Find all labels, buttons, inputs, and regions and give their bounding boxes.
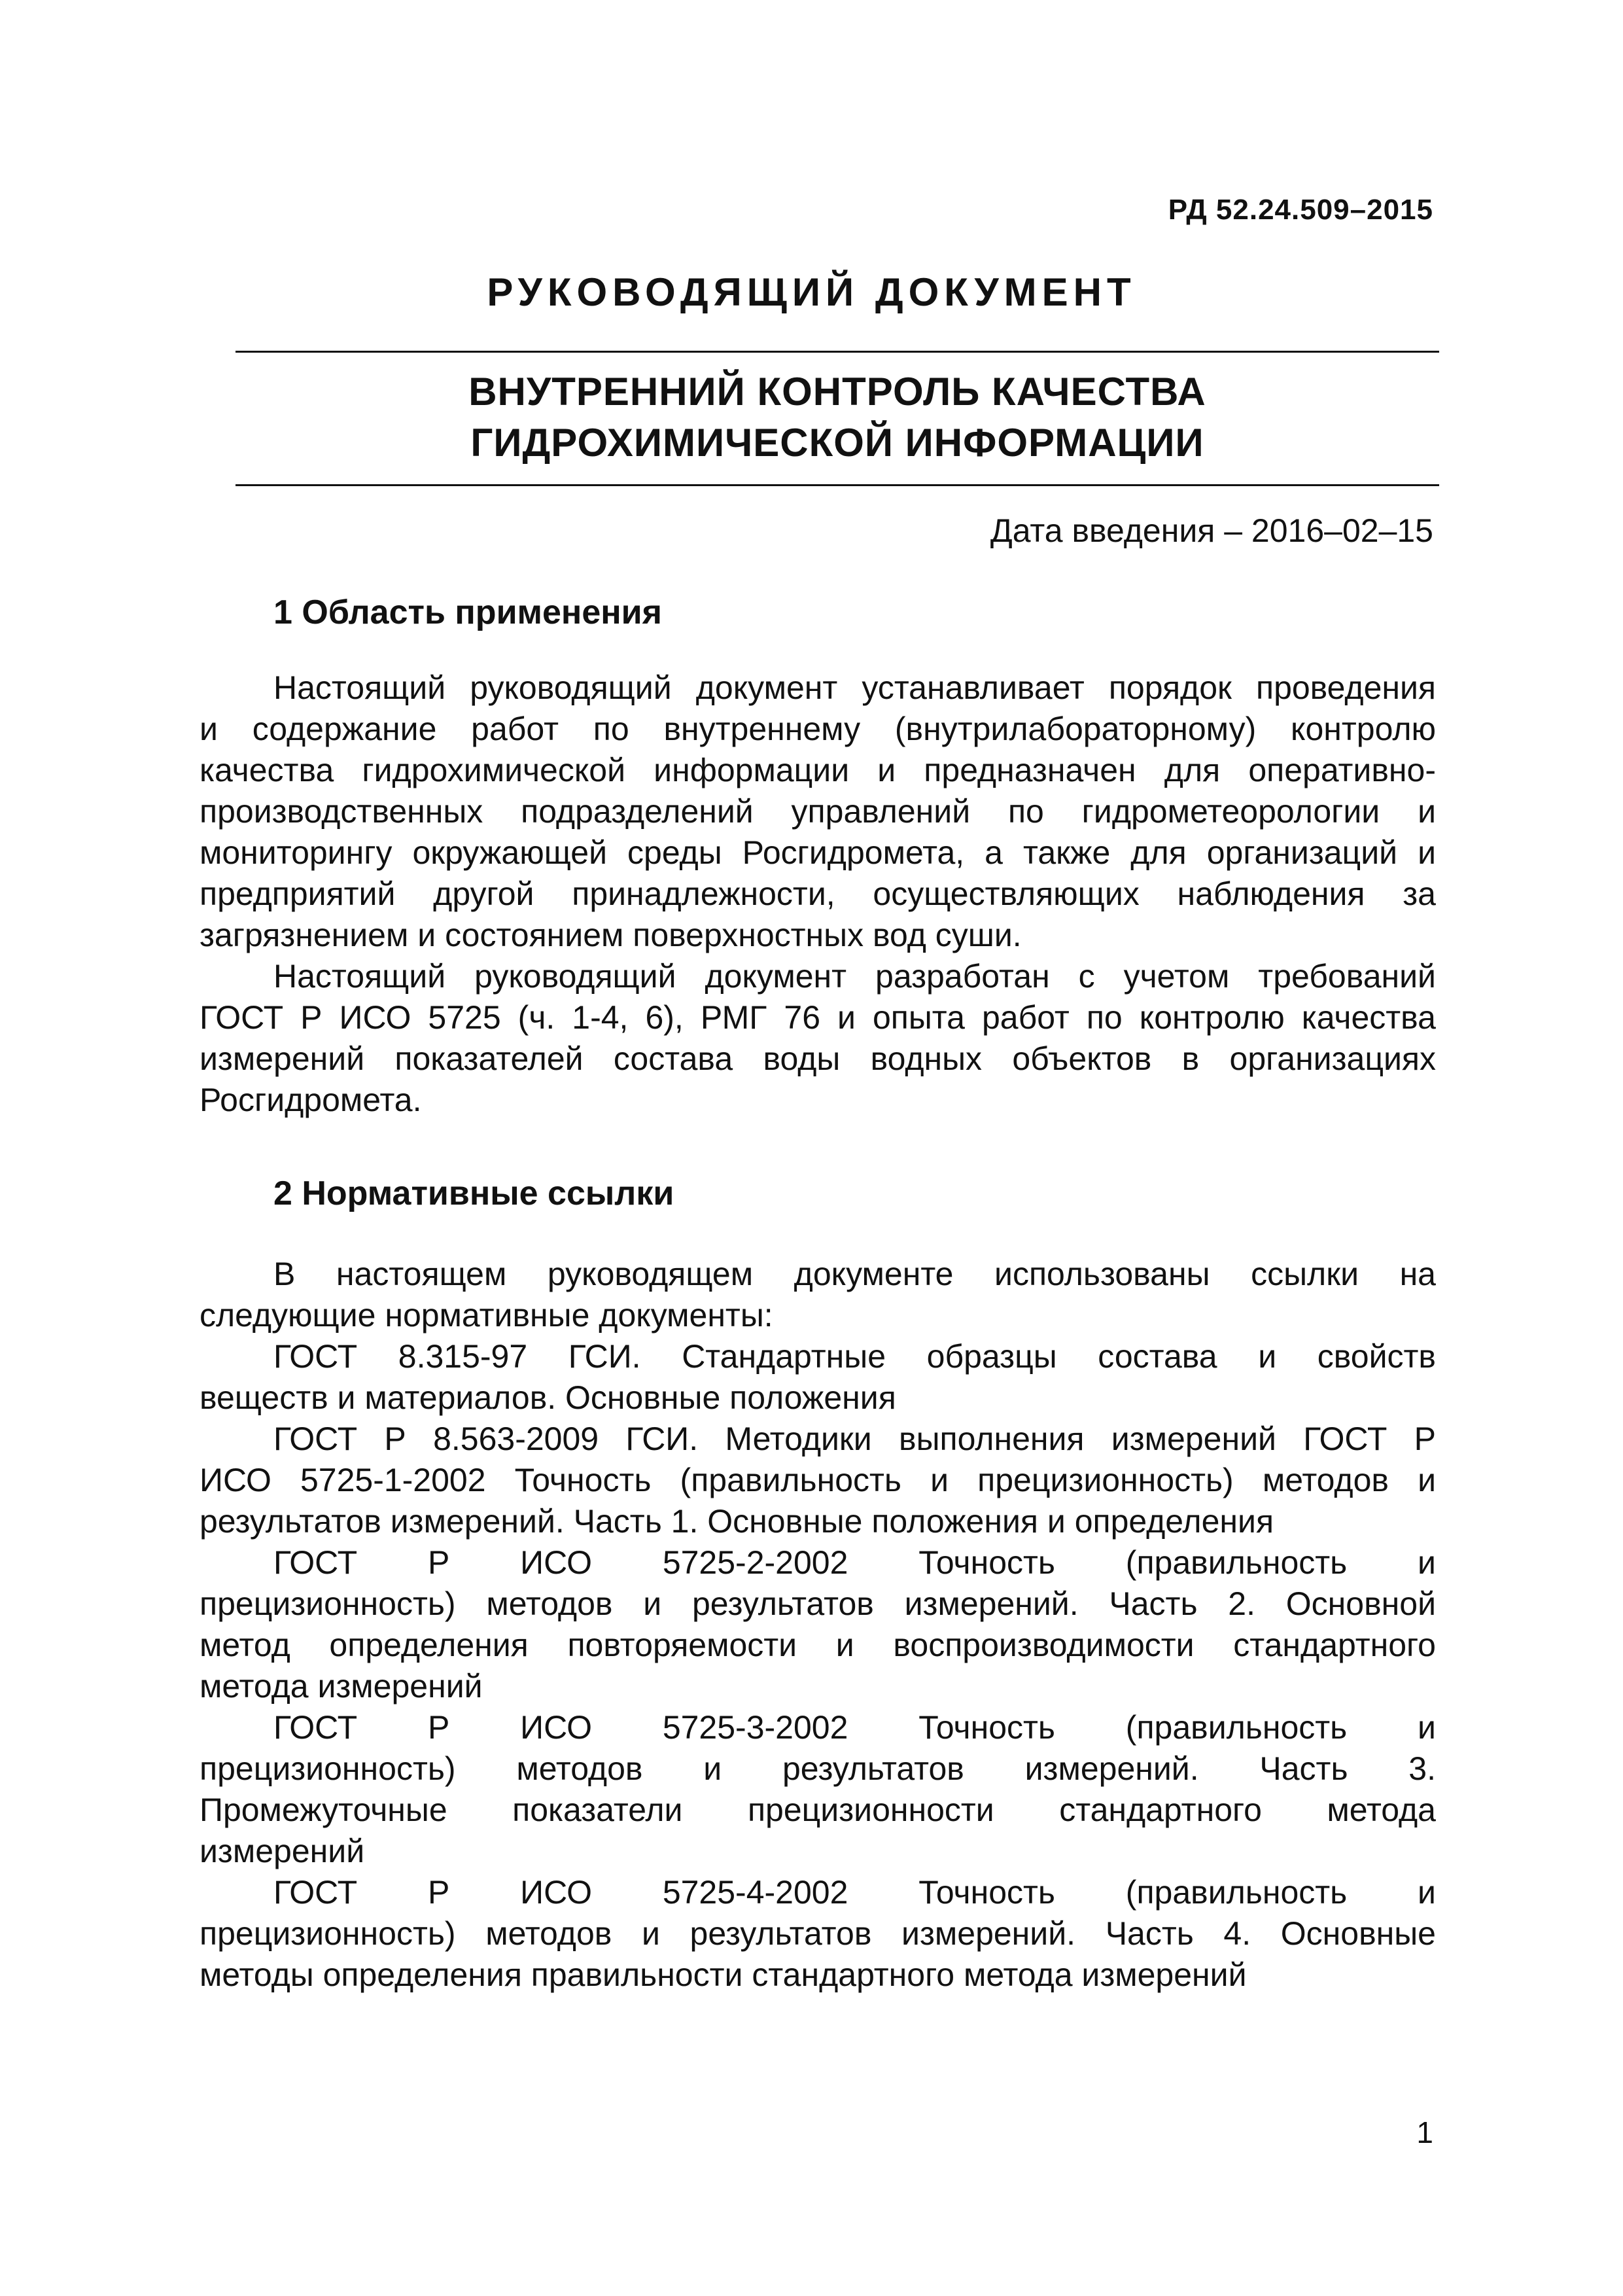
body-line: и содержание работ по внутреннему (внутрилабораторному) контролю (200, 711, 1436, 747)
document-code: РД 52.24.509–2015 (1168, 194, 1433, 226)
body-line: метод определения повторяемости и воспроизводимости стандартного (200, 1627, 1436, 1663)
body-line: ГОСТ Р ИСО 5725 (ч. 1-4, 6), РМГ 76 и опыта работ по контролю качества (200, 999, 1436, 1036)
body-line: Настоящий руководящий документ разработан с учетом требований (273, 958, 1436, 995)
body-line: Росгидромета. (200, 1082, 422, 1118)
body-line: результатов измерений. Часть 1. Основные положения и определения (200, 1503, 1274, 1540)
body-line: методы определения правильности стандартного метода измерений (200, 1956, 1247, 1993)
body-line: измерений показателей состава воды водных объектов в организациях (200, 1040, 1436, 1077)
document-type: РУКОВОДЯЩИЙ ДОКУМЕНТ (487, 270, 1136, 314)
document-title-line: ГИДРОХИМИЧЕСКОЙ ИНФОРМАЦИИ (470, 421, 1204, 465)
body-line: мониторингу окружающей среды Росгидромета, а также для организаций и (200, 834, 1436, 871)
title-bottom-rule (236, 484, 1439, 486)
section-heading-references: 2 Нормативные ссылки (273, 1174, 674, 1212)
body-line: измерений (200, 1833, 365, 1869)
body-line: Настоящий руководящий документ устанавливает порядок проведения (273, 669, 1436, 706)
body-line: прецизионность) методов и результатов измерений. Часть 3. (200, 1750, 1436, 1787)
body-line: производственных подразделений управлений по гидрометеорологии и (200, 793, 1436, 830)
body-line: прецизионность) методов и результатов измерений. Часть 4. Основные (200, 1915, 1436, 1952)
body-line: предприятий другой принадлежности, осуществляющих наблюдения за (200, 875, 1436, 912)
body-line: качества гидрохимической информации и предназначен для оперативно- (200, 752, 1436, 788)
section-body-references (200, 1254, 1436, 1996)
body-line: ГОСТ 8.315-97 ГСИ. Стандартные образцы состава и свойств (273, 1338, 1436, 1375)
body-line: ГОСТ Р ИСО 5725-2-2002 Точность (правильность и (273, 1544, 1436, 1581)
body-line: ИСО 5725-1-2002 Точность (правильность и прецизионность) методов и (200, 1462, 1436, 1498)
introduction-date: Дата введения – 2016–02–15 (990, 512, 1433, 549)
body-line: ГОСТ Р ИСО 5725-4-2002 Точность (правильность и (273, 1874, 1436, 1911)
body-line: метода измерений (200, 1668, 483, 1704)
body-line: Промежуточные показатели прецизионности стандартного метода (200, 1792, 1436, 1828)
body-line: веществ и материалов. Основные положения (200, 1379, 896, 1416)
body-line: ГОСТ Р ИСО 5725-3-2002 Точность (правильность и (273, 1709, 1436, 1746)
body-line: прецизионность) методов и результатов измерений. Часть 2. Основной (200, 1585, 1436, 1622)
title-top-rule (236, 351, 1439, 353)
body-line: ГОСТ Р 8.563-2009 ГСИ. Методики выполнения измерений ГОСТ Р (273, 1421, 1436, 1457)
body-line: загрязнением и состоянием поверхностных вод суши. (200, 917, 1022, 953)
document-title (236, 366, 1439, 468)
body-line: следующие нормативные документы: (200, 1297, 773, 1333)
page-number: 1 (1416, 2115, 1433, 2149)
document-title-line: ВНУТРЕННИЙ КОНТРОЛЬ КАЧЕСТВА (468, 370, 1206, 414)
body-line: В настоящем руководящем документе использованы ссылки на (273, 1256, 1436, 1292)
section-heading-scope: 1 Область применения (273, 593, 662, 631)
section-body-scope (200, 667, 1436, 1121)
